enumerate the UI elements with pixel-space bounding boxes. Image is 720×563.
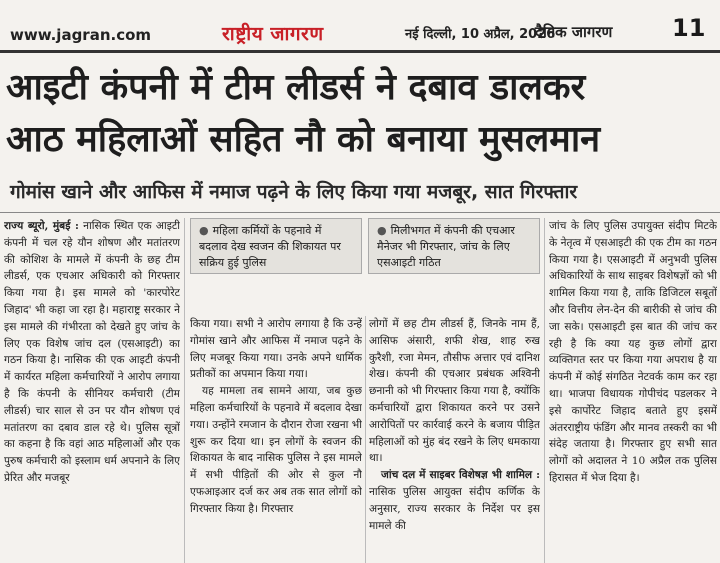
column-4-text: जांच के लिए पुलिस उपायुक्त संदीप मिटके के नेतृत्व में एसआइटी की एक टीम का गठन किया गया है। एसआइटी में अनुभवी पुलिस अधिकारियों के साथ साइबर विशेषज्ञों को भी शामिल किया गया है, ताकि डिजिटल सबूतों और वित्तीय लेन-देन की बारीकी से जांच की जा सके। एसआइटी इस बात की जांच कर रही है कि क्या यह कुछ लोगों द्वारा व्यक्तिगत स्तर पर किया गया अपराध है या कंपनी में कोई संगठित नेटवर्क काम कर रहा था। भाजपा विधायक गोपीचंद पडलकर ने इसे कार्पोरेट जिहाद बताते हुए इसमें अंतरराष्ट्रीय फंडिंग और मानव तस्करी का भी संदेह जताया है। गिरफ्तार हुए सभी सात लोगों को अदालत ने 10 अप्रैल तक पुलिस हिरासत में भेज दिया है। (549, 220, 717, 484)
website-url: www.jagran.com (10, 26, 152, 44)
headline-line-1: आइटी कंपनी में टीम लीडर्स ने दबाव डालकर (6, 67, 586, 108)
column-2-paragraph-1: किया गया। सभी ने आरोप लगाया है कि उन्हें गोमांस खाने और आफिस में नमाज पढ़ने के लिए मजबूर किया गया। उनके अपने धार्मिक प्रतीकों का अपमान किया गया। (190, 318, 362, 381)
column-divider (184, 218, 185, 563)
highlight-box-1 (190, 218, 362, 274)
subheadline-divider (0, 212, 720, 213)
column-divider (544, 218, 545, 563)
dateline: राज्य ब्यूरो, मुंबई : (4, 220, 79, 232)
section-title: राष्ट्रीय जागरण (222, 23, 324, 45)
subheadline: गोमांस खाने और आफिस में नमाज पढ़ने के लिए किया गया मजबूर, सात गिरफ्तार (10, 181, 578, 203)
article-column-3 (369, 316, 540, 563)
bullet-icon: ● (377, 224, 387, 237)
article-column-2 (190, 316, 362, 563)
masthead (0, 0, 720, 52)
column-1-text: नासिक स्थित एक आइटी कंपनी में चल रहे यौन शोषण और मतांतरण की कोशिश के मामले में कंपनी के छह टीम लीडर्स, एक एचआर अधिकारी को गिरफ्तार किया गया है। इस मामले को 'कारपोरेट जिहाद' भी कहा जा रहा है। महाराष्ट्र सरकार ने इस मामले की गंभीरता को देखते हुए जांच के लिए एक विशेष जांच दल (एसआइटी) का गठन किया है। नासिक की एक आइटी कंपनी में कार्यरत महिला कर्मचारियों ने आरोप लगाया है कि कंपनी के सीनियर कर्मचारी (टीम लीडर्स) चार साल से उन पर यौन शोषण एवं मतांतरण का दबाव डाल रहे थे। पुलिस सूत्रों का कहना है कि वहां आठ महिलाओं और एक पुरुष कर्मचारी को इस्लाम धर्म अपनाने के लिए प्रेरित और मजबूर (4, 220, 180, 484)
masthead-divider (0, 50, 720, 53)
page-number: 11 (672, 14, 706, 42)
column-3-paragraph-1: लोगों में छह टीम लीडर्स हैं, जिनके नाम हैं, आसिफ अंसारी, शफी शेख, शाह रुख कुरैशी, रजा मेमन, तौसीफ अत्तार एवं दानिश शेख। कंपनी की एचआर प्रबंधक अश्विनी छनानी को भी गिरफ्तार किया गया है, क्योंकि कर्मचारियों द्वारा शिकायत करने पर उसने आरोपितों पर कार्रवाई करने के बजाय पीड़ित महिलाओं को मुंह बंद रखने के लिए धमकाया था। (369, 318, 540, 465)
column-divider (365, 316, 366, 563)
bullet-icon: ● (199, 224, 209, 237)
article-column-4 (549, 218, 717, 563)
subsection-heading: जांच दल में साइबर विशेषज्ञ भी शामिल : (381, 469, 540, 482)
highlight-1-text: महिला कर्मियों के पहनावे में बदलाव देख स्वजन की शिकायत पर सक्रिय हुई पुलिस (199, 224, 341, 269)
article-column-1 (4, 218, 180, 563)
highlight-2-text: मिलीभगत में कंपनी की एचआर मैनेजर भी गिरफ्तार, जांच के लिए एसआइटी गठित (377, 224, 515, 269)
issue-date: नई दिल्ली, 10 अप्रैल, 2026 (405, 27, 556, 42)
newspaper-name: दैनिक जागरण (535, 23, 613, 41)
headline (6, 62, 718, 166)
column-3-paragraph-2: नासिक पुलिस आयुक्त संदीप कर्णिक के अनुसार, राज्य सरकार के निर्देश पर इस मामले की (369, 485, 540, 532)
headline-line-2: आठ महिलाओं सहित नौ को बनाया मुसलमान (6, 119, 601, 160)
column-2-paragraph-2: यह मामला तब सामने आया, जब कुछ महिला कर्मचारियों के पहनावे में बदलाव देखा गया। उन्होंने रमजान के दौरान रोजा रखना भी शुरू कर दिया था। इन लोगों के स्वजन की शिकायत के बाद नासिक पुलिस ने इस मामले में सभी पीड़ितों की ओर से कुल नौ एफआइआर दर्ज कर अब तक सात लोगों को गिरफ्तार किया है। गिरफ्तार (190, 385, 362, 515)
highlight-box-2 (368, 218, 540, 274)
